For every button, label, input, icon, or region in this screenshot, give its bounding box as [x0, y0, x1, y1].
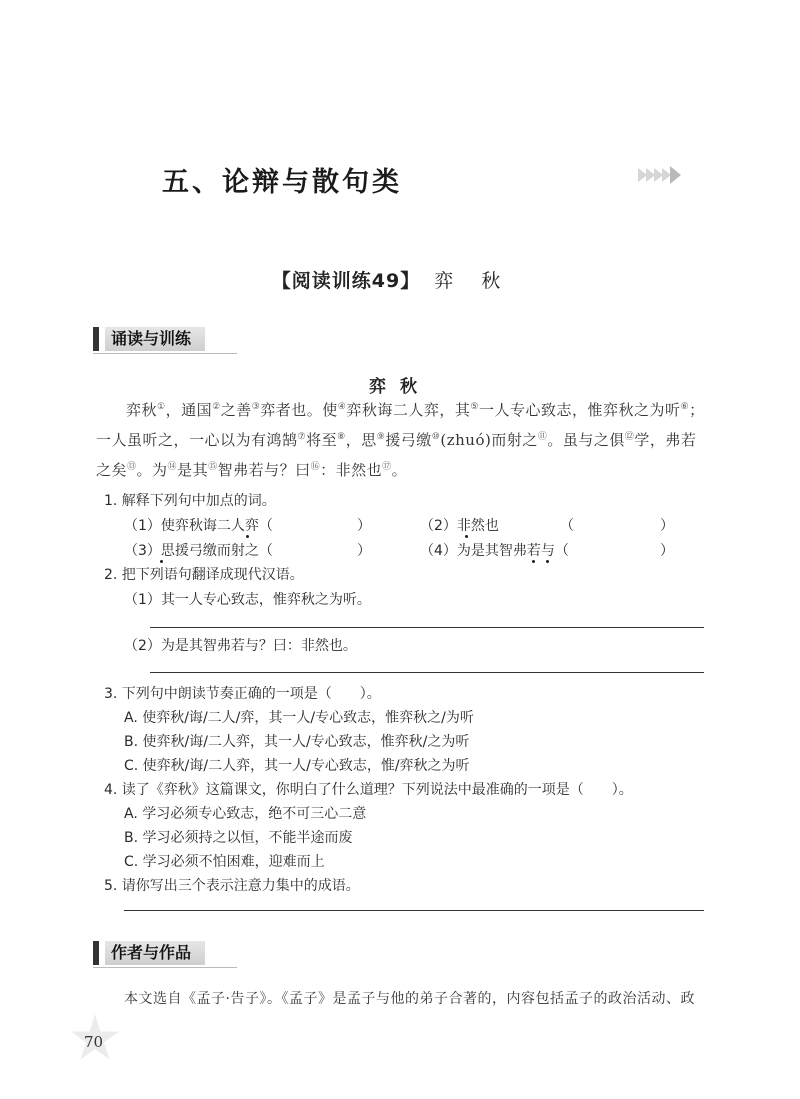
- question-2-stem: 2. 把下列语句翻译成现代汉语。: [104, 567, 304, 583]
- answer-line[interactable]: [150, 672, 704, 673]
- q2-item-1: （1）其一人专心致志，惟弈秋之为听。: [124, 592, 371, 608]
- q4-option-b: B. 学习必须持之以恒，不能半途而废: [124, 830, 353, 846]
- question-5-stem: 5. 请你写出三个表示注意力集中的成语。: [104, 878, 360, 894]
- q3-option-a: A. 使弈秋/诲/二人/弈，其一人/专心致志，惟弈秋之/为听: [124, 710, 474, 726]
- question-3-stem: 3. 下列句中朗读节奏正确的一项是（ ）。: [104, 686, 381, 702]
- emphasis-dot: [546, 560, 549, 563]
- q1-item-2: （2）非然也: [420, 518, 499, 534]
- section-title: 五、论辩与散句类: [162, 167, 402, 198]
- q3-option-c: C. 使弈秋/诲/二人弈，其一人/专心致志，惟/弈秋之为听: [124, 758, 470, 774]
- q2-item-2: （2）为是其智弗若与？曰：非然也。: [124, 638, 357, 654]
- emphasis-dot: [160, 560, 163, 563]
- subsection-label: 诵读与训练: [105, 327, 205, 351]
- emphasis-dot: [246, 535, 249, 538]
- passage-title: 弈秋: [369, 377, 431, 397]
- emphasis-dot: [465, 535, 468, 538]
- lesson-prefix: 【阅读训练49】: [271, 270, 421, 292]
- question-4-stem: 4. 读了《弈秋》这篇课文，你明白了什么道理？下列说法中最准确的一项是（ ）。: [104, 782, 633, 798]
- lesson-name: 弈秋: [434, 270, 529, 292]
- answer-line[interactable]: [150, 627, 704, 628]
- subsection-header-reading: [93, 327, 233, 351]
- q3-option-b: B. 使弈秋/诲/二人弈，其一人/专心致志，惟弈秋/之为听: [124, 734, 470, 750]
- q1-item-3: （3）思援弓缴而射之（: [124, 543, 273, 559]
- answer-line[interactable]: [124, 910, 704, 911]
- emphasis-dot: [532, 560, 535, 563]
- q1-item-4: （4）为是其智弗若与（: [420, 543, 569, 559]
- q4-option-a: A. 学习必须专心致志，绝不可三心二意: [124, 806, 367, 822]
- lesson-title: [0, 266, 800, 293]
- subsection-header-author: [93, 941, 233, 965]
- chevron-decoration-icon: [638, 168, 680, 184]
- question-1-stem: 1. 解释下列句中加点的词。: [104, 493, 276, 509]
- q4-option-c: C. 学习必须不怕困难，迎难而上: [124, 854, 325, 870]
- author-text: 本文选自《孟子·告子》。《孟子》是孟子与他的弟子合著的，内容包括孟子的政治活动、政: [124, 991, 695, 1007]
- q1-item-1: （1）使弈秋诲二人弈（: [124, 518, 273, 534]
- subsection-label: 作者与作品: [105, 941, 205, 965]
- page-number: 70: [84, 1033, 104, 1051]
- passage-text: 弈秋①，通国②之善③弈者也。使④弈秋诲二人弈，其⑤一人专心致志，惟弈秋之为听⑥；一人虽听之，一心以为有鸿鹄⑦将至⑧，思⑨援弓缴⑩(zhuó)而射之⑪。虽与之俱⑫学，弗若之矣⑬。为⑭是其⑮智弗若与？曰⑯：非然也⑰。: [96, 401, 705, 479]
